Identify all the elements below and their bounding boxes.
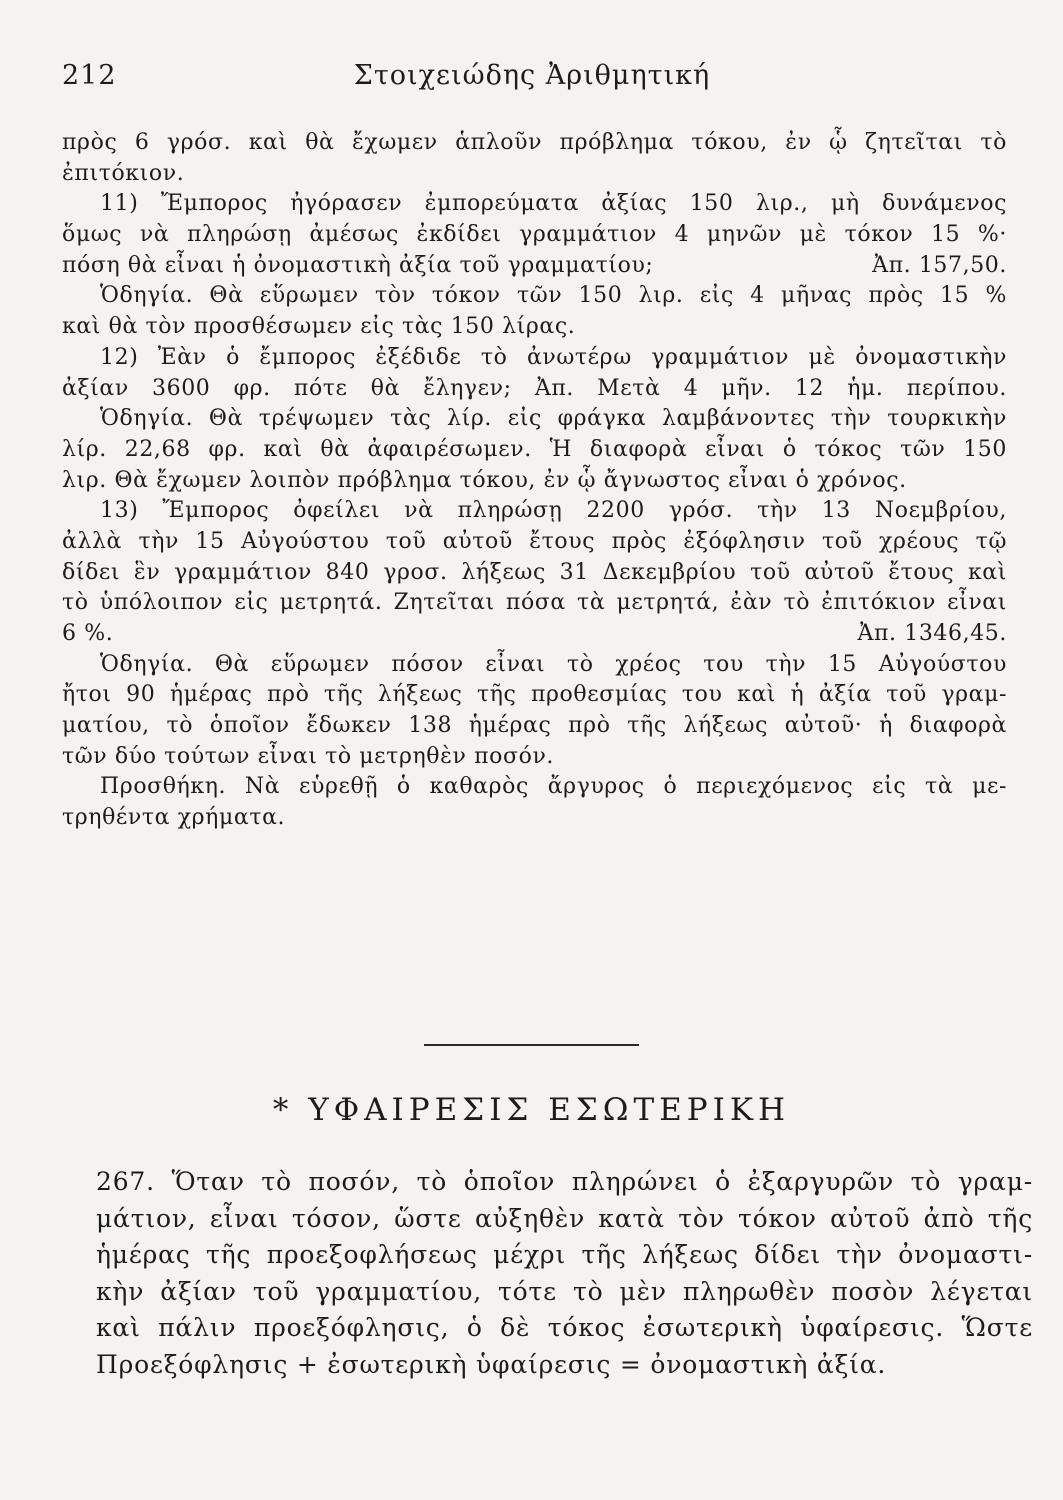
text-line: Ὁδηγία. Θὰ εὕρωμεν τὸν τόκον τῶν 150 λιρ. εἰς 4 μῆνας πρὸς 15 % [100, 283, 1007, 309]
text-line: τῶν δύο τούτων εἶναι τὸ μετρηθὲν ποσόν. [62, 743, 555, 769]
text-line: μάτιον, εἶναι τόσον, ὥστε αὐξηθὲν κατὰ τὸν τόκον αὐτοῦ ἀπὸ τῆς [96, 1203, 1033, 1233]
question-text: πόση θὰ εἶναι ἡ ὀνομαστικὴ ἀξία τοῦ γραμματίου; [62, 252, 654, 278]
text-line: ἀλλὰ τὴν 15 Αὐγούστου τοῦ αὐτοῦ ἔτους πρὸς ἐξόφλησιν τοῦ χρέους τῷ [62, 528, 1007, 554]
text-line: ἡμέρας τῆς προεξοφλήσεως μέχρι τῆς λήξεως δίδει τὴν ὀνομαστι- [96, 1240, 1033, 1270]
text-line: Προσθήκη. Νὰ εὑρεθῇ ὁ καθαρὸς ἄργυρος ὁ περιεχόμενος εἰς τὰ με- [100, 774, 1007, 800]
text-line: λιρ. Θὰ ἔχωμεν λοιπὸν πρόβλημα τόκου, ἐν ᾧ ἄγνωστος εἶναι ὁ χρόνος. [62, 467, 907, 493]
text-line: Ὁδηγία. Θὰ εὕρωμεν πόσον εἶναι τὸ χρέος του τὴν 15 Αὐγούστου [100, 651, 1007, 677]
text-line: κὴν ἀξίαν τοῦ γραμματίου, τότε τὸ μὲν πληρωθὲν ποσὸν λέγεται [96, 1276, 1033, 1306]
answer-line [62, 619, 1007, 650]
definition-text [98, 1164, 1033, 1384]
answer-text: Ἀπ. 1346,45. [857, 621, 1007, 646]
text-line: ἐπιτόκιον. [62, 160, 185, 186]
text-line: 12) Ἐὰν ὁ ἔμπορος ἐξέδιδε τὸ ἀνωτέρω γραμμάτιον μὲ ὀνομαστικὴν [100, 344, 1007, 370]
section-divider [424, 1044, 639, 1046]
page-header [62, 60, 1002, 100]
text-line: Προεξόφλησις + ἐσωτερικὴ ὑφαίρεσις = ὀνομαστικὴ ἀξία. [96, 1349, 887, 1379]
text-line: τὸ ὑπόλοιπον εἰς μετρητά. Ζητεῖται πόσα τὰ μετρητά, ἐὰν τὸ ἐπιτόκιον εἶναι [62, 590, 1007, 616]
text-line: τρηθέντα χρήματα. [62, 805, 286, 831]
text-line: λίρ. 22,68 φρ. καὶ θὰ ἀφαιρέσωμεν. Ἡ διαφορὰ εἶναι ὁ τόκος τῶν 150 [62, 436, 1007, 462]
text-line: ὅμως νὰ πληρώσῃ ἀμέσως ἐκδίδει γραμμάτιον 4 μηνῶν μὲ τόκον 15 %· [62, 222, 1007, 248]
text-line: καὶ πάλιν προεξόφλησις, ὁ δὲ τόκος ἐσωτερικὴ ὑφαίρεσις. Ὥστε [96, 1313, 1033, 1343]
text-line: 11) Ἔμπορος ἠγόρασεν ἐμπορεύματα ἀξίας 150 λιρ., μὴ δυνάμενος [100, 191, 1007, 217]
text-line: Ὁδηγία. Θὰ τρέψωμεν τὰς λίρ. εἰς φράγκα λαμβάνοντες τὴν τουρκικὴν [100, 406, 1007, 432]
answer-line [62, 251, 1007, 282]
text-line: δίδει ἓν γραμμάτιον 840 γροσ. λήξεως 31 Δεκεμβρίου τοῦ αὐτοῦ ἔτους καὶ [62, 559, 1007, 585]
text-line: ματίου, τὸ ὁποῖον ἔδωκεν 138 ἡμέρας πρὸ τῆς λήξεως αὐτοῦ· ἡ διαφορὰ [62, 713, 1007, 739]
text-line: 267. Ὅταν τὸ ποσόν, τὸ ὁποῖον πληρώνει ὁ ἐξαργυρῶν τὸ γραμ- [96, 1167, 1033, 1196]
answer-text: Ἀπ. 157,50. [872, 252, 1007, 278]
running-title: Στοιχειώδης Ἀριθμητική [353, 60, 711, 91]
text-line: καὶ θὰ τὸν προσθέσωμεν εἰς τὰς 150 λίρας. [62, 314, 576, 340]
page-number: 212 [62, 60, 117, 91]
question-text: 6 %. [62, 621, 114, 646]
exercise-text [62, 128, 1007, 834]
text-line: ἤτοι 90 ἡμέρας πρὸ τῆς λήξεως τῆς προθεσμίας του καὶ ἡ ἀξία τοῦ γραμ- [62, 682, 1007, 708]
text-line: πρὸς 6 γρόσ. καὶ θὰ ἔχωμεν ἁπλοῦν πρόβλημα τόκου, ἐν ᾧ ζητεῖται τὸ [62, 130, 1007, 155]
text-line: 13) Ἔμπορος ὀφείλει νὰ πληρώσῃ 2200 γρόσ. τὴν 13 Νοεμβρίου, [100, 498, 1007, 524]
text-line: ἀξίαν 3600 φρ. πότε θὰ ἔληγεν; Ἀπ. Μετὰ 4 μῆν. 12 ἡμ. περίπου. [62, 375, 1007, 401]
section-title: * ΥΦΑΙΡΕΣΙΣ ΕΣΩΤΕΡΙΚΗ [272, 1092, 791, 1128]
